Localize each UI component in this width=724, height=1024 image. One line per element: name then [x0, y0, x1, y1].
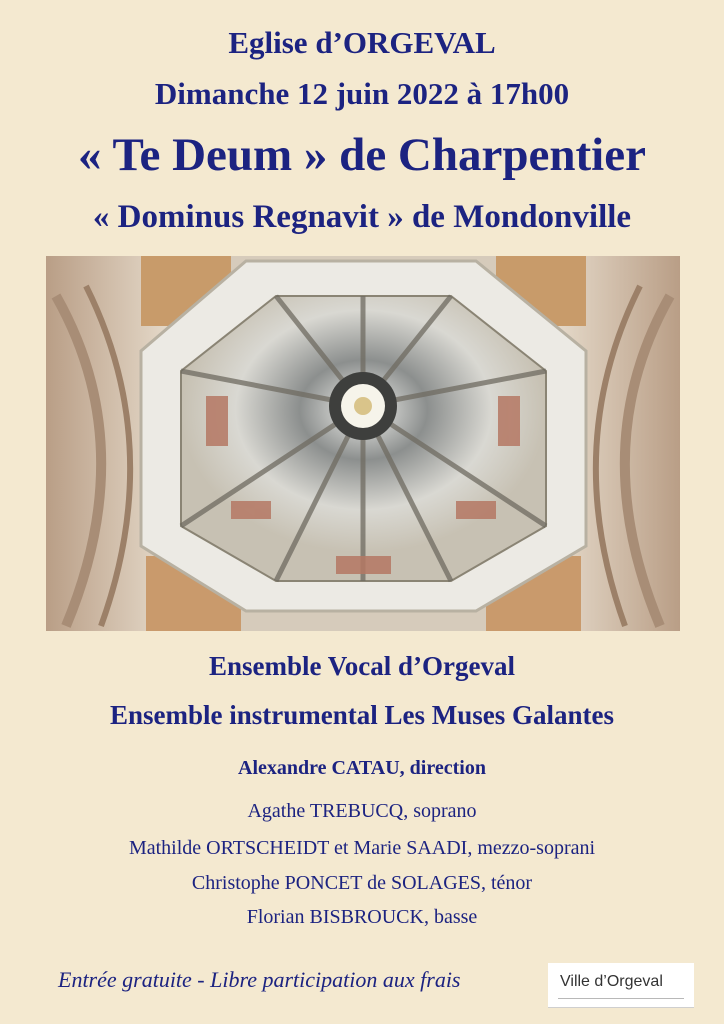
choir-name: Ensemble Vocal d’Orgeval: [208, 651, 515, 681]
main-work-title: « Te Deum » de Charpentier: [78, 129, 646, 181]
soloist-soprano: Agathe TREBUCQ, soprano: [247, 800, 477, 822]
town-logo: [548, 963, 694, 1008]
venue-heading: Eglise d’ORGEVAL: [228, 25, 496, 60]
director-credit: Alexandre CATAU, direction: [238, 757, 486, 779]
date-heading: Dimanche 12 juin 2022 à 17h00: [154, 76, 570, 111]
soloist-tenor: Christophe PONCET de SOLAGES, ténor: [191, 872, 533, 894]
town-logo-text: Ville d’Orgeval: [560, 973, 663, 990]
second-work-title: « Dominus Regnavit » de Mondonville: [92, 199, 632, 235]
dome-ceiling-photo: [46, 256, 680, 631]
orchestra-name: Ensemble instrumental Les Muses Galantes: [109, 700, 614, 730]
soloist-bass: Florian BISBROUCK, basse: [246, 906, 478, 928]
entry-info: Entrée gratuite - Libre participation aux frais: [58, 967, 461, 992]
soloist-mezzo: Mathilde ORTSCHEIDT et Marie SAADI, mezzo-soprani: [128, 837, 596, 859]
logo-divider: [558, 998, 684, 999]
